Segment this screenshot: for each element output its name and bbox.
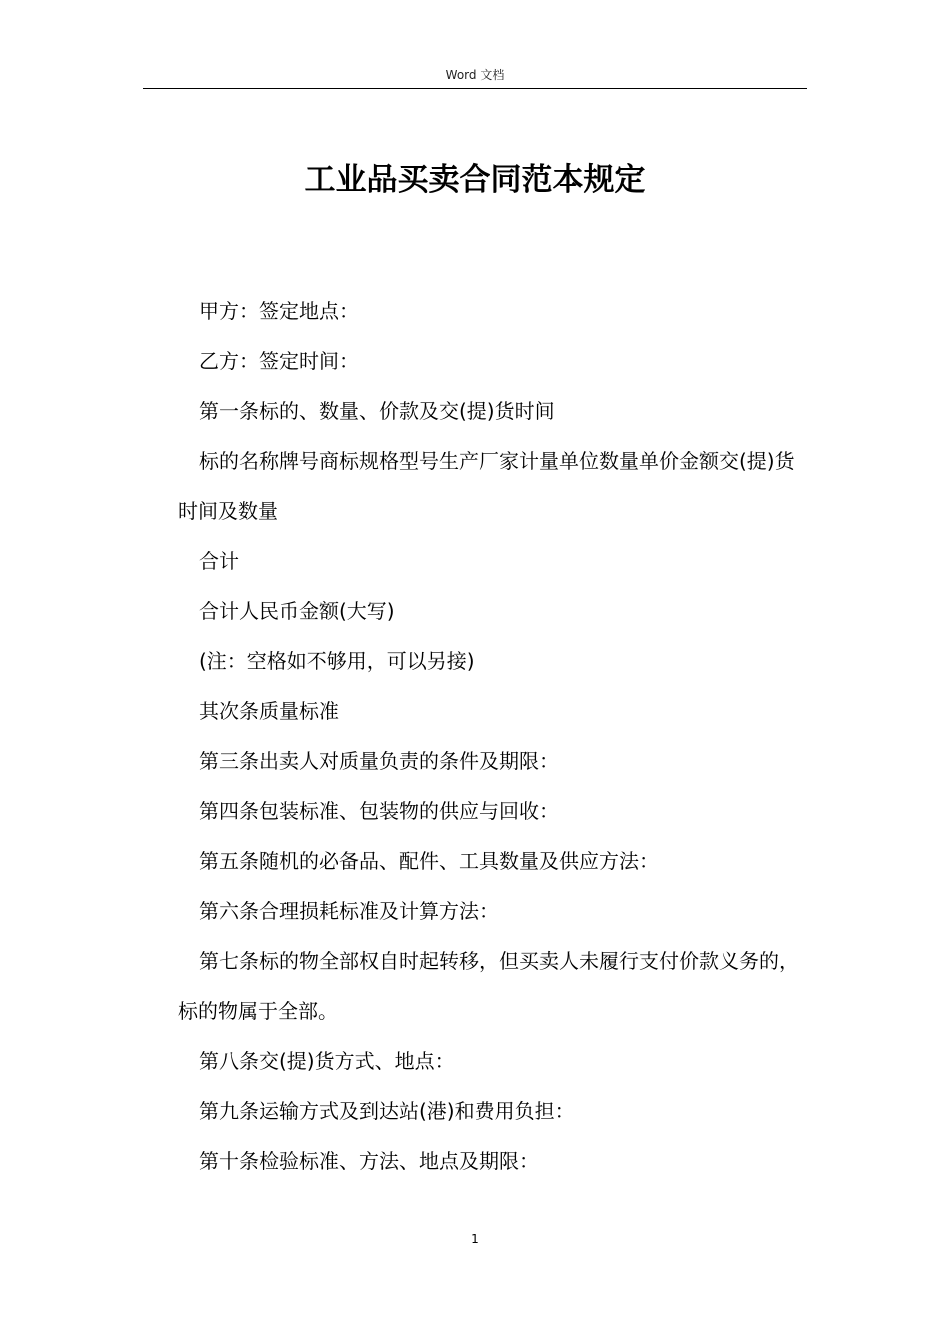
article-6-heading: 第六条合理损耗标准及计算方法：	[199, 899, 499, 923]
note-line: (注：空格如不够用，可以另接)	[199, 649, 475, 673]
table-columns-line: 标的名称牌号商标规格型号生产厂家计量单位数量单价金额交(提)货时间及数量	[178, 449, 795, 523]
article-3-heading: 第三条出卖人对质量负责的条件及期限：	[199, 749, 559, 773]
article-10-heading: 第十条检验标准、方法、地点及期限：	[199, 1149, 539, 1173]
party-a-line: 甲方：签定地点：	[199, 299, 359, 323]
header-text: Word 文档	[445, 68, 505, 82]
article-8-heading: 第八条交(提)货方式、地点：	[199, 1049, 455, 1073]
article-2-heading: 其次条质量标准	[199, 699, 339, 723]
article-9-heading: 第九条运输方式及到达站(港)和费用负担：	[199, 1099, 575, 1123]
article-5-heading: 第五条随机的必备品、配件、工具数量及供应方法：	[199, 849, 659, 873]
article-4-heading: 第四条包装标准、包装物的供应与回收：	[199, 799, 559, 823]
article-1-heading: 第一条标的、数量、价款及交(提)货时间	[199, 399, 555, 423]
page-header	[143, 66, 807, 89]
page-number: 1	[471, 1232, 479, 1246]
document-title: 工业品买卖合同范本规定	[304, 162, 646, 198]
total-line: 合计	[199, 549, 239, 573]
total-amount-line: 合计人民币金额(大写)	[199, 599, 395, 623]
party-b-line: 乙方：签定时间：	[199, 349, 359, 373]
article-7-paragraph: 第七条标的物全部权自时起转移，但买卖人未履行支付价款义务的，标的物属于全部。	[178, 949, 799, 1023]
document-body	[178, 286, 804, 1186]
